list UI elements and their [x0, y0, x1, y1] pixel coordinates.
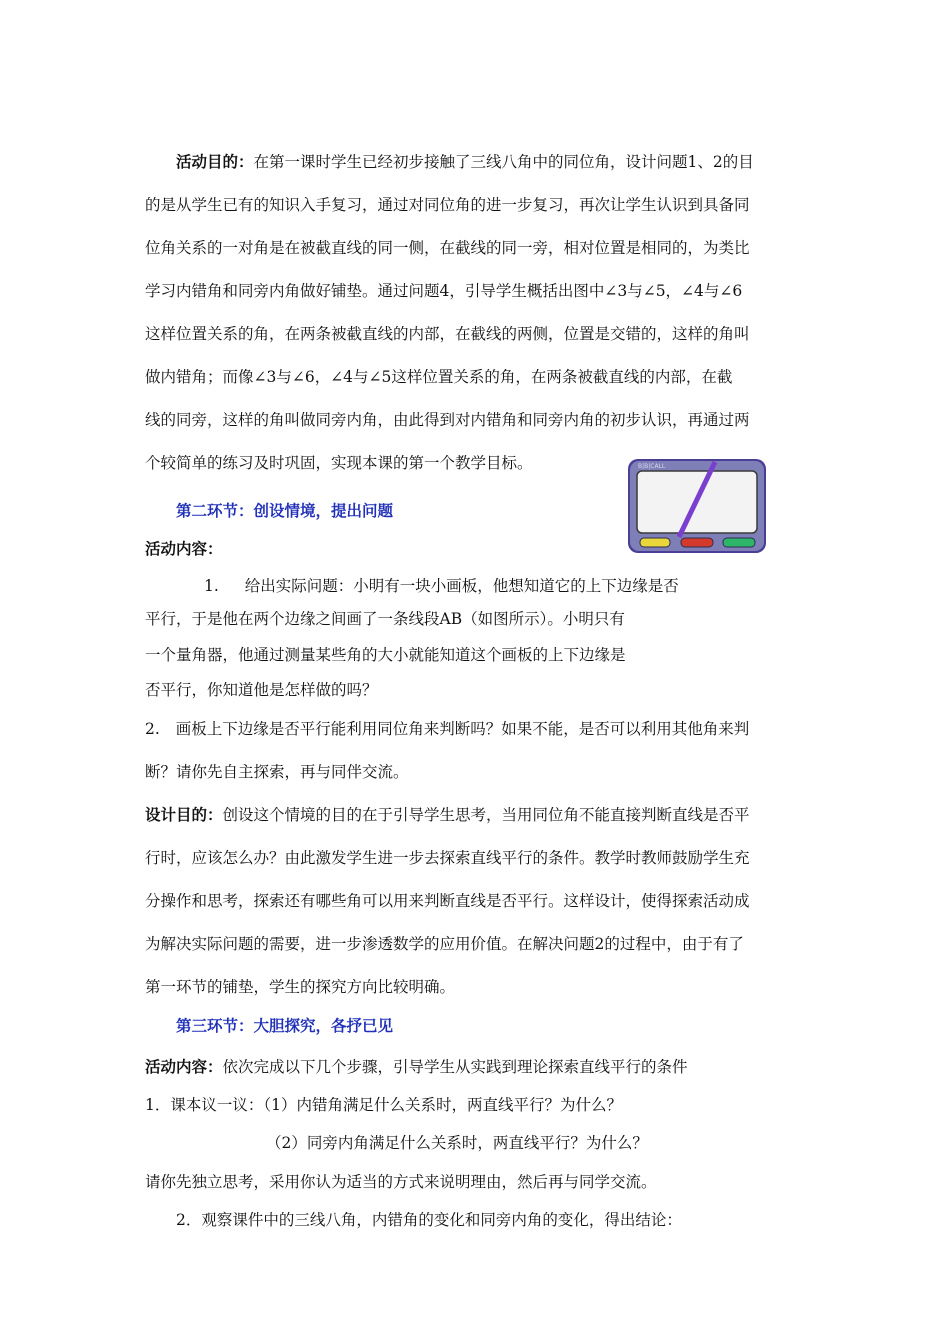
problem-1-text: 给出实际问题：小明有一块小画板，他想知道它的上下边缘是否	[244, 577, 679, 595]
step-2-line: 2．观察课件中的三线八角，内错角的变化和同旁内角的变化，得出结论：	[176, 1211, 682, 1229]
purpose-paragraph-line: 位角关系的一对角是在被截直线的同一侧，在截线的同一旁，相对位置是相同的，为类比	[145, 239, 750, 257]
problem-2-line: 断？请你先自主探索，再与同伴交流。	[145, 763, 409, 781]
yellow-button	[640, 538, 670, 547]
step-1-line-2: （2）同旁内角满足什么关系时，两直线平行？为什么？	[266, 1134, 648, 1152]
problem-2-text: 画板上下边缘是否平行能利用同位角来判断吗？如果不能，是否可以利用其他角来判	[175, 720, 750, 738]
purpose-paragraph-line: 个较简单的练习及时巩固，实现本课的第一个教学目标。	[145, 454, 533, 472]
problem-1-number: 1.	[204, 577, 219, 595]
section-heading-2: 第二环节：创设情境，提出问题	[176, 501, 394, 520]
design-purpose-line-1	[145, 805, 750, 825]
purpose-paragraph-line: 做内错角；而像∠3与∠6，∠4与∠5这样位置关系的角，在两条被截直线的内部，在截	[145, 368, 733, 386]
activity-content-text-3: 依次完成以下几个步骤，引导学生从实践到理论探索直线平行的条件	[222, 1058, 688, 1076]
problem-1-line: 一个量角器，他通过测量某些角的大小就能知道这个画板的上下边缘是	[145, 646, 626, 664]
design-purpose-line: 行时，应该怎么办？由此激发学生进一步去探索直线平行的条件。教学时教师鼓励学生充	[145, 849, 750, 867]
step-1-line-1: 1．课本议一议：（1）内错角满足什么关系时，两直线平行？为什么？	[145, 1096, 622, 1114]
drawing-board-illustration	[626, 457, 768, 555]
problem-1-line: 否平行，你知道他是怎样做的吗？	[145, 681, 378, 699]
section-heading-3: 第三环节：大胆探究，各抒已见	[176, 1016, 394, 1035]
problem-1-line: 平行，于是他在两个边缘之间画了一条线段AB（如图所示）。小明只有	[145, 610, 625, 628]
purpose-paragraph-line: 这样位置关系的角，在两条被截直线的内部，在截线的两侧，位置是交错的，这样的角叫	[145, 325, 750, 343]
purpose-paragraph-line: 学习内错角和同旁内角做好铺垫。通过问题4，引导学生概括出图中∠3与∠5，∠4与∠6	[145, 282, 743, 300]
purpose-paragraph-line-1	[176, 152, 754, 172]
design-purpose-line: 第一环节的铺垫，学生的探究方向比较明确。	[145, 978, 456, 996]
problem-2-line-1	[145, 719, 749, 739]
problem-1-line-1	[204, 576, 679, 596]
design-purpose-line: 分操作和思考，探索还有哪些角可以用来判断直线是否平行。这样设计，使得探索活动成	[145, 892, 750, 910]
activity-content-label-3: 活动内容：	[145, 1057, 223, 1076]
activity-content-label: 活动内容：	[145, 539, 223, 558]
design-purpose-label: 设计目的：	[145, 805, 223, 824]
purpose-paragraph-line: 线的同旁，这样的角叫做同旁内角，由此得到对内错角和同旁内角的初步认识，再通过两	[145, 411, 750, 429]
design-purpose-text: 创设这个情境的目的在于引导学生思考，当用同位角不能直接判断直线是否平	[222, 806, 750, 824]
purpose-text: 在第一课时学生已经初步接触了三线八角中的同位角，设计问题1、2的目	[253, 153, 754, 171]
step-1-line-3: 请你先独立思考，采用你认为适当的方式来说明理由，然后再与同学交流。	[145, 1173, 657, 1191]
red-button	[681, 538, 713, 547]
design-purpose-line: 为解决实际问题的需要，进一步渗透数学的应用价值。在解决问题2的过程中，由于有了	[145, 935, 744, 953]
activity-content-line	[145, 1057, 688, 1077]
device-brand-text: B|B|CALL	[638, 463, 666, 470]
purpose-paragraph-line: 的是从学生已有的知识入手复习，通过对同位角的进一步复习，再次让学生认识到具备同	[145, 196, 750, 214]
problem-2-number: 2.	[145, 720, 160, 738]
purpose-label: 活动目的：	[176, 152, 254, 171]
green-button	[723, 538, 755, 547]
